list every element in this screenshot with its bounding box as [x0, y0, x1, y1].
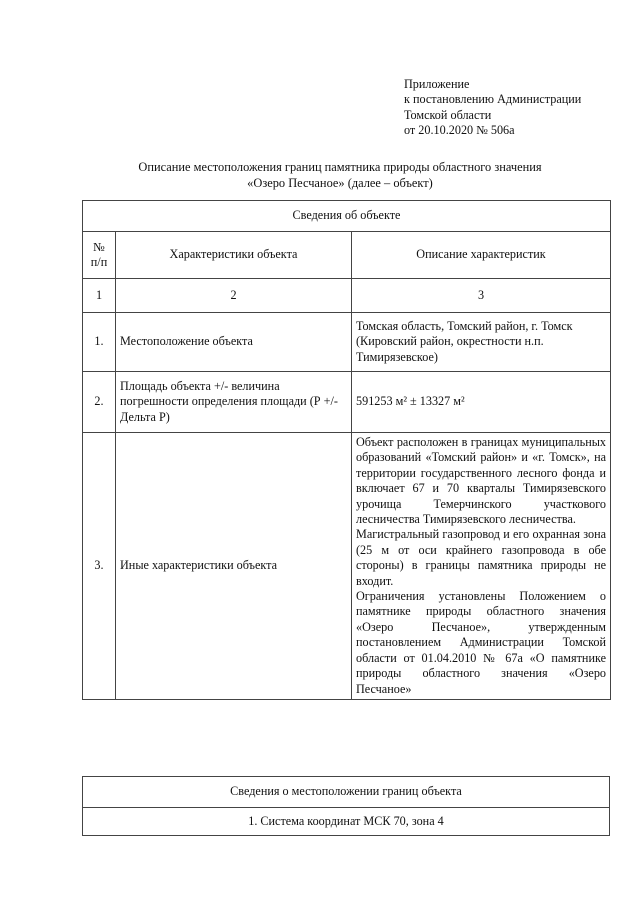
header-description: Описание характеристик [352, 232, 611, 279]
row-characteristic: Иные характеристики объекта [116, 433, 352, 700]
table-subtitle-row [83, 808, 610, 836]
row-description [352, 433, 611, 700]
table-row [83, 372, 611, 433]
row-num: 3. [83, 433, 116, 700]
appendix-block [404, 77, 634, 139]
boundary-info-table [82, 776, 610, 836]
table-row [83, 313, 611, 372]
description-paragraph: Магистральный газопровод и его охранная зона (25 м от оси крайнего газопровода в обе стороны) в границы памятника природы не входит. [356, 527, 607, 588]
column-number: 3 [352, 279, 611, 313]
appendix-line: от 20.10.2020 № 506а [404, 123, 515, 138]
coordinate-system-label: 1. Система координат МСК 70, зона 4 [83, 808, 610, 836]
row-characteristic: Местоположение объекта [116, 313, 352, 372]
appendix-line: Томской области [404, 107, 492, 122]
description-paragraph: Ограничения установлены Положением о памятнике природы областного значения «Озеро Песчаное», утвержденным постановлением Администрации Томской области от 01.04.2010 № 67а «О памятнике природы областного значения «Озеро Песчаное» [356, 589, 607, 696]
appendix-line: к постановлению Администрации [404, 92, 582, 107]
section-title: Сведения о местоположении границ объекта [83, 777, 610, 808]
table-row [83, 433, 611, 700]
row-num: 2. [83, 372, 116, 433]
column-number: 1 [83, 279, 116, 313]
appendix-line: Приложение [404, 77, 470, 91]
object-info-table [82, 200, 611, 700]
section-title: Сведения об объекте [83, 201, 611, 232]
document-title-line1: Описание местоположения границ памятника природы областного значения [138, 160, 542, 174]
header-num: № п/п [83, 232, 116, 279]
row-description: 591253 м² ± 13327 м² [352, 372, 611, 433]
column-numbers-row [83, 279, 611, 313]
row-num: 1. [83, 313, 116, 372]
description-paragraph: Объект расположен в границах муниципальных образований «Томский район» и «г. Томск», на территории государственного лесного фонда и включает 67 и 70 кварталы Тимирязевского урочища Темерчинского участкового лесничества Тимирязевского лесничества. [356, 435, 607, 527]
table-section-header-row [83, 777, 610, 808]
table-header-row [83, 232, 611, 279]
row-characteristic: Площадь объекта +/- величина погрешности определения площади (Р +/- Дельта Р) [116, 372, 352, 433]
document-title [60, 160, 620, 191]
document-title-line2: «Озеро Песчаное» (далее – объект) [247, 175, 433, 190]
table-section-header-row [83, 201, 611, 232]
column-number: 2 [116, 279, 352, 313]
row-description: Томская область, Томский район, г. Томск (Кировский район, окрестности н.п. Тимирязевское) [352, 313, 611, 372]
header-characteristics: Характеристики объекта [116, 232, 352, 279]
